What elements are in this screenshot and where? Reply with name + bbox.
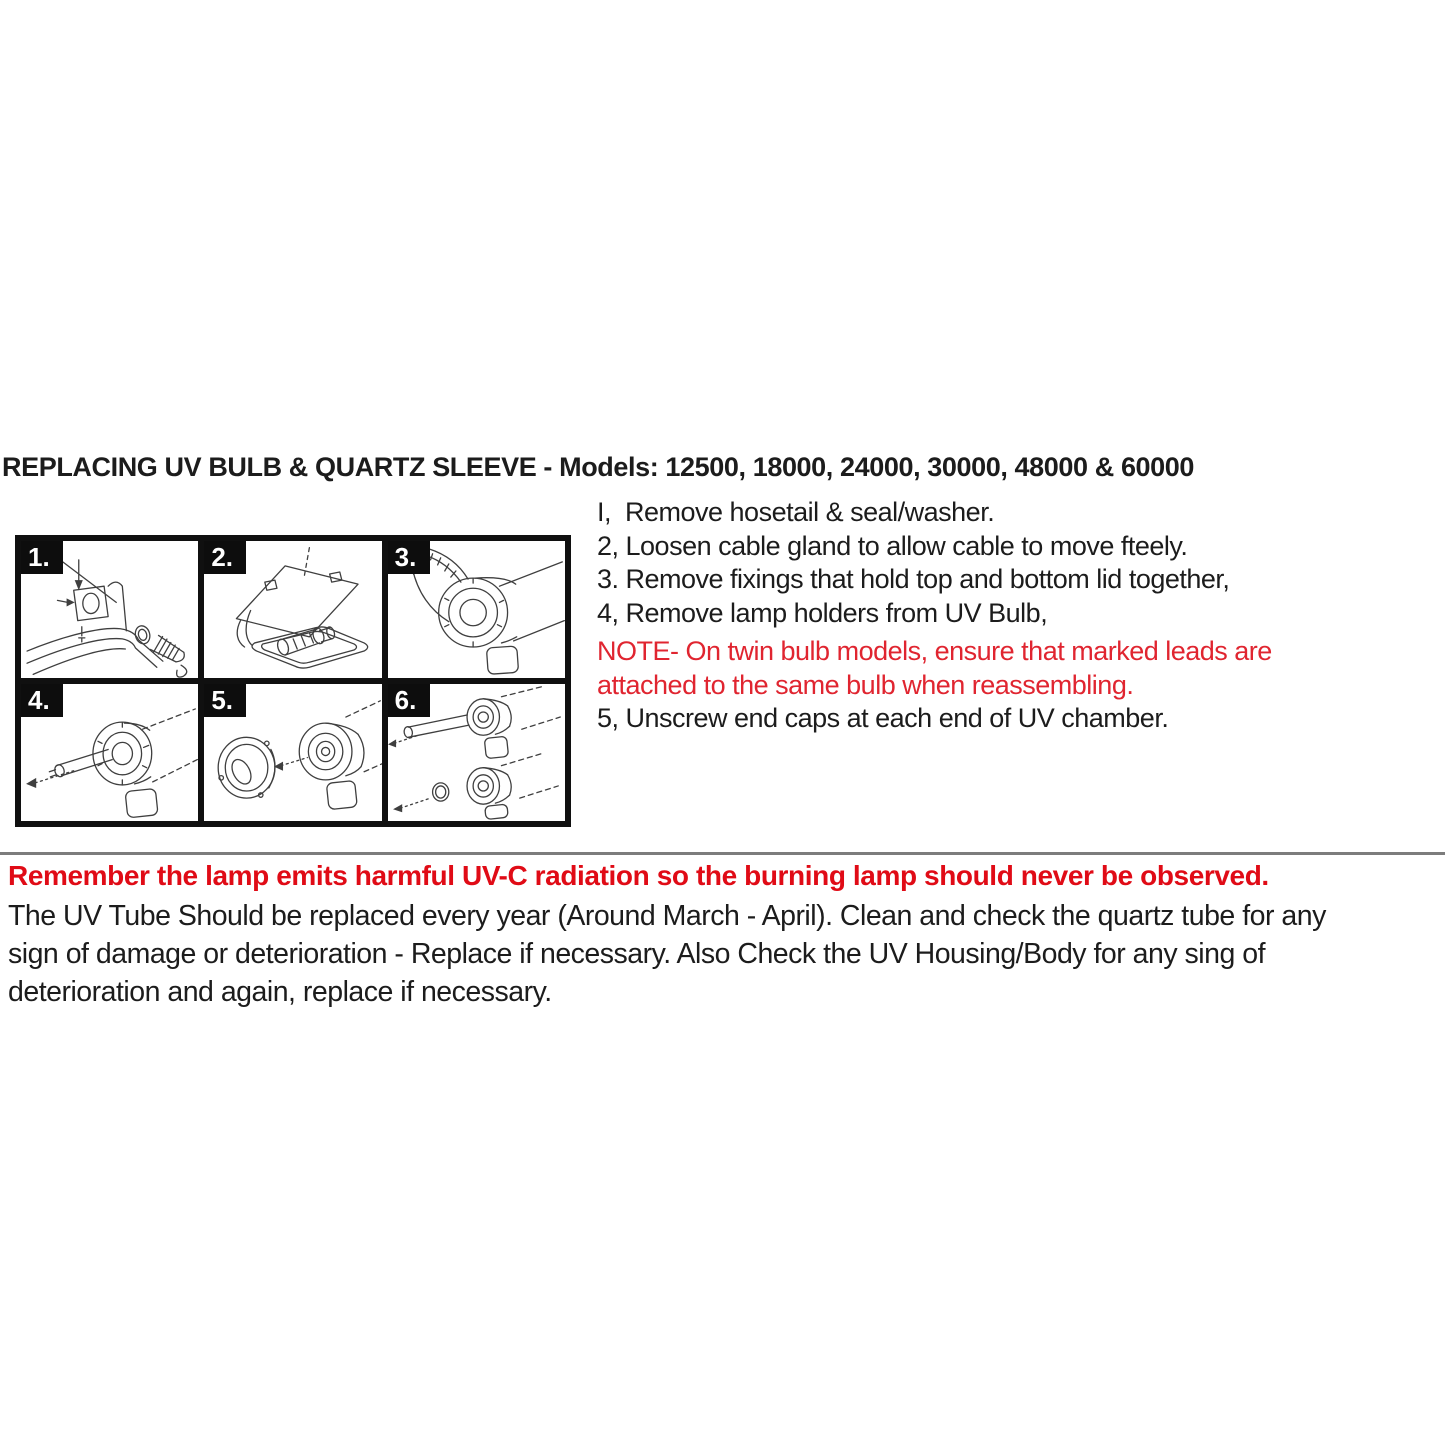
panel-number-badge: 2.	[204, 541, 246, 574]
diagram-grid	[15, 535, 571, 827]
twin-bulb-note	[597, 635, 1445, 702]
maintenance-paragraph	[8, 897, 1445, 1011]
instruction-step-4: 4, Remove lamp holders from UV Bulb,	[597, 597, 1048, 628]
diagram-panel-5	[201, 681, 384, 824]
maintenance-line-1: The UV Tube Should be replaced every year (Around March - April). Clean and check the quartz tube for any	[8, 900, 1326, 932]
diagram-panel-1	[18, 538, 201, 681]
panel-number-badge: 5.	[204, 684, 246, 717]
note-line-2: attached to the same bulb when reassembling.	[597, 669, 1134, 700]
panel-number-badge: 3.	[388, 541, 430, 574]
diagram-panel-4	[18, 681, 201, 824]
panel-number-badge: 4.	[21, 684, 63, 717]
page-title: REPLACING UV BULB & QUARTZ SLEEVE - Models: 12500, 18000, 24000, 30000, 48000 & 60000	[2, 452, 1195, 482]
diagram-panel-6	[385, 681, 568, 824]
instruction-step-1: I, Remove hosetail & seal/washer.	[597, 497, 995, 527]
instructions-list	[597, 496, 1445, 736]
diagram-panel-2	[201, 538, 384, 681]
instruction-step-2: 2, Loosen cable gland to allow cable to move fteely.	[597, 530, 1188, 561]
instruction-step-3: 3. Remove fixings that hold top and bottom lid together,	[597, 564, 1230, 594]
panel-number-badge: 6.	[388, 684, 430, 717]
note-line-1: NOTE- On twin bulb models, ensure that marked leads are	[597, 636, 1272, 666]
maintenance-line-2: sign of damage or deterioration - Replace if necessary. Also Check the UV Housing/Body for any sing of	[8, 938, 1265, 970]
horizontal-divider	[0, 852, 1445, 855]
panel-number-badge: 1.	[21, 541, 63, 574]
maintenance-line-3: deterioration and again, replace if necessary.	[8, 976, 552, 1008]
instruction-step-5: 5, Unscrew end caps at each end of UV chamber.	[597, 703, 1169, 733]
uvc-warning-text: Remember the lamp emits harmful UV-C radiation so the burning lamp should never be observed.	[8, 860, 1269, 891]
diagram-panel-3	[385, 538, 568, 681]
